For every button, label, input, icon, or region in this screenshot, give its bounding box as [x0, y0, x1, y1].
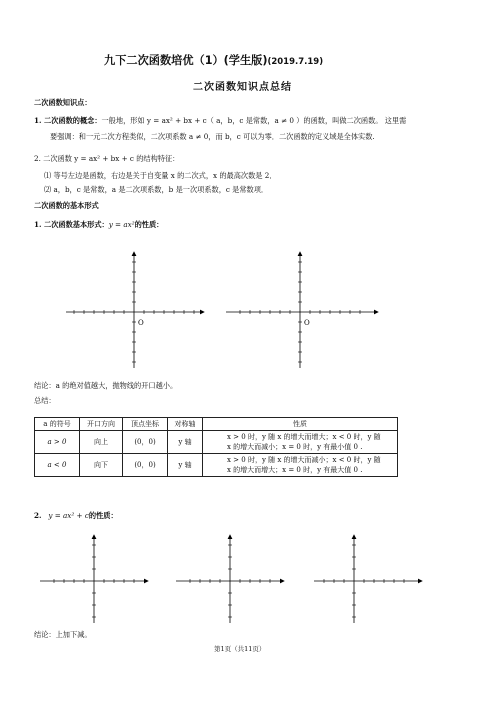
- coordinate-axes-5: [314, 533, 426, 625]
- table-cell-property: x > 0 时，y 随 x 的增大而增大；x < 0 时，y 随 x 的增大而减小；x = 0 时，y 有最小值 0 .: [203, 431, 398, 454]
- table-header: 性质: [203, 418, 398, 431]
- coordinate-axes-4: [176, 533, 288, 625]
- table-cell: a > 0: [35, 431, 80, 454]
- structure-item-2: ⑵ a，b，c 是常数，a 是二次项系数，b 是一次项系数，c 是常数项．: [44, 185, 269, 194]
- table-row: [35, 431, 398, 454]
- summary-label: 总结：: [34, 396, 56, 405]
- table-header: 开口方向: [80, 418, 123, 431]
- table-header-row: [35, 418, 398, 431]
- origin-label: O: [138, 319, 144, 327]
- page-footer: 第1页（共11页）: [214, 645, 266, 653]
- basic-form-item-2: 2. y = ax² + c的性质：: [34, 511, 118, 520]
- basic-form-item-1: 1. 二次函数基本形式：y = ax²的性质：: [34, 220, 164, 229]
- table-cell: a < 0: [35, 454, 80, 477]
- table-cell-property: x > 0 时，y 随 x 的增大而减小；x < 0 时，y 随 x 的增大而增大；x = 0 时，y 有最大值 0 .: [203, 454, 398, 477]
- page-subtitle: 二次函数知识点总结: [193, 82, 292, 93]
- coordinate-axes-1: [66, 250, 208, 370]
- conclusion-2: 结论：上加下减。: [34, 630, 92, 639]
- title-date: (2019.7.19): [267, 57, 324, 67]
- section-heading-basic-forms: 二次函数的基本形式: [34, 201, 99, 210]
- properties-table: [34, 417, 398, 477]
- table-header: a 的符号: [35, 418, 80, 431]
- table-header: 顶点坐标: [123, 418, 168, 431]
- table-cell: (0，0): [123, 454, 168, 477]
- concept-paragraph-cont: 要强调：和一元二次方程类似，二次项系数 a ≠ 0，而 b，c 可以为零．二次函数的定义域是全体实数.: [50, 132, 375, 141]
- table-cell: y 轴: [168, 454, 203, 477]
- coordinate-axes-3: [40, 533, 152, 625]
- origin-label-2: O: [304, 319, 310, 327]
- table-cell: 向下: [80, 454, 123, 477]
- table-cell: (0，0): [123, 431, 168, 454]
- coordinate-axes-2: [226, 250, 382, 370]
- structure-item-1: ⑴ 等号左边是函数，右边是关于自变量 x 的二次式，x 的最高次数是 2．: [44, 171, 277, 180]
- table-header: 对称轴: [168, 418, 203, 431]
- conclusion-1: 结论：a 的绝对值越大，抛物线的开口越小。: [34, 381, 178, 390]
- table-cell: y 轴: [168, 431, 203, 454]
- concept-paragraph: 1. 二次函数的概念：一般地，形如 y = ax² + bx + c（ a，b，c 是常数，a ≠ 0 ）的函数，叫做二次函数。 这里需: [34, 116, 407, 125]
- page-title: 九下二次函数培优（1）(学生版)(2019.7.19): [104, 54, 324, 67]
- table-cell: 向上: [80, 431, 123, 454]
- table-row: [35, 454, 398, 477]
- section-heading-knowledge: 二次函数知识点：: [34, 98, 92, 107]
- structure-heading: 2. 二次函数 y = ax² + bx + c 的结构特征：: [34, 154, 180, 163]
